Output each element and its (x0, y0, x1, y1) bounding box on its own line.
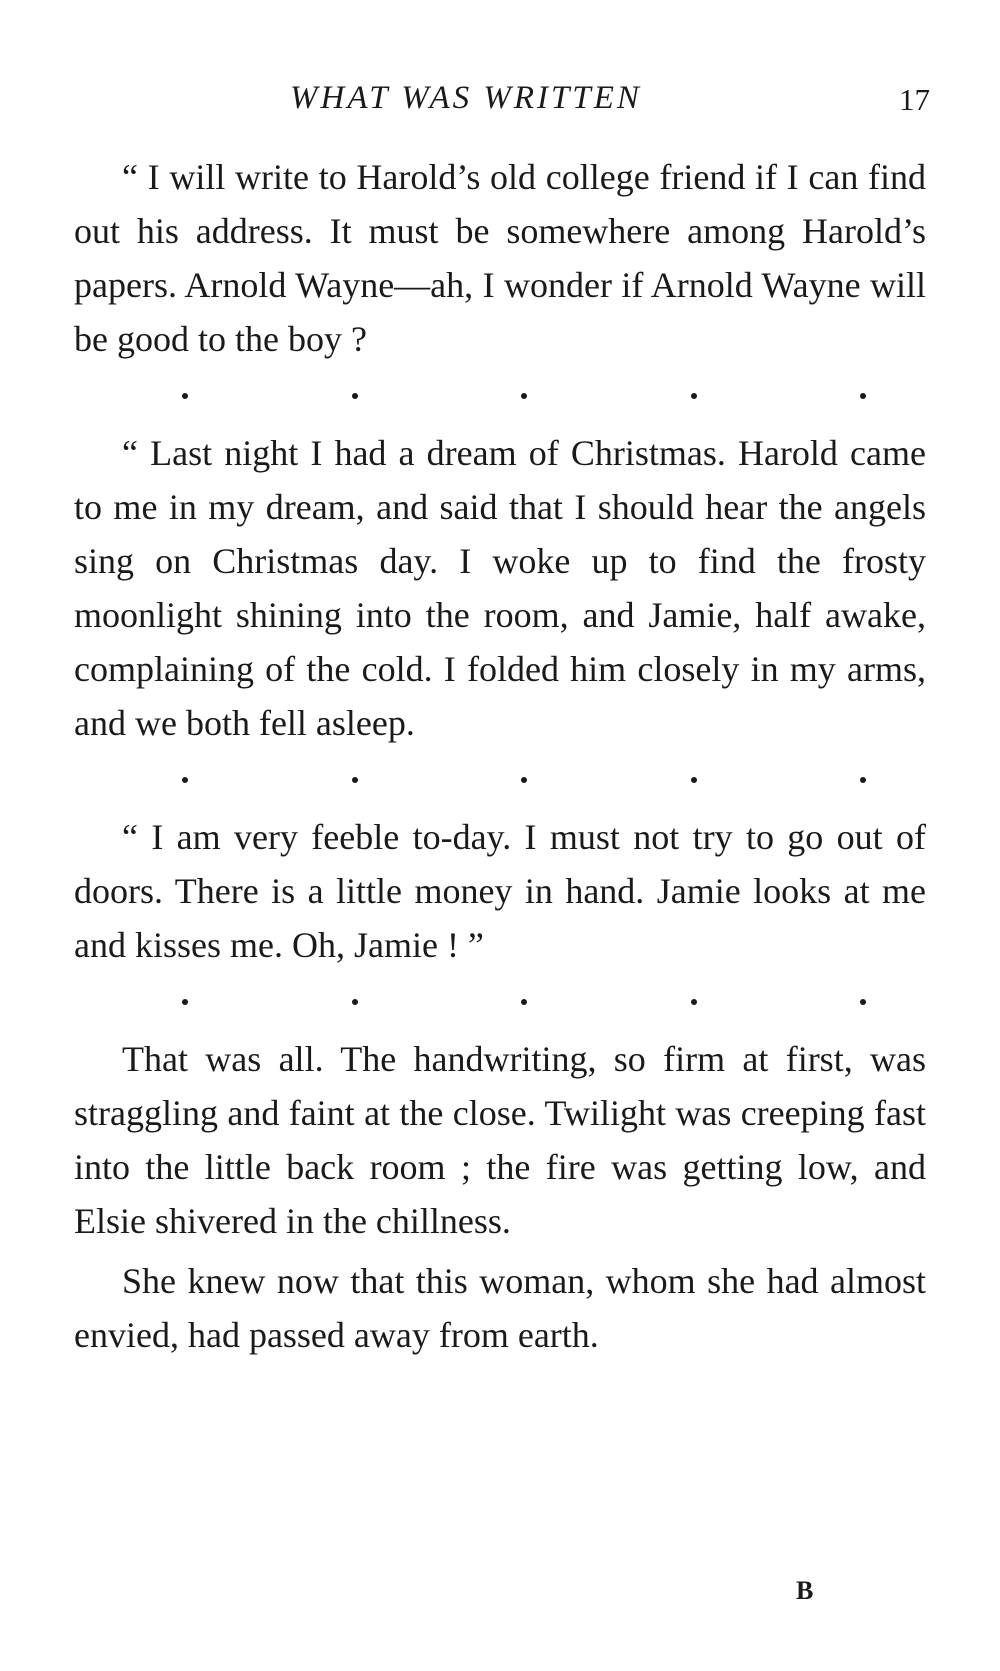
ellipsis-dot (182, 777, 188, 783)
page-number: 17 (899, 82, 930, 117)
ellipsis-dot (691, 393, 697, 399)
paragraph-letter-2: “ Last night I had a dream of Christmas. Harold came to me in my dream, and said that I should hear the angels sing on Christmas day. I woke up to find the frosty moonlight shining into the room, and Jamie, half awake, complaining of the cold. I folded him closely in my arms, and we both fell asleep. (74, 433, 926, 743)
section-break-dots (182, 366, 866, 426)
ellipsis-dot (182, 999, 188, 1005)
ellipsis-dot (521, 393, 527, 399)
body-text (74, 150, 926, 1362)
ellipsis-dot (521, 999, 527, 1005)
ellipsis-dot (352, 999, 358, 1005)
paragraph-narrative-1: That was all. The handwriting, so firm at first, was straggling and faint at the close. Twilight was creeping fast into the little back room ; the fire was getting low, and Elsie shivered in the chillness. (74, 1039, 926, 1241)
signature-mark: B (796, 1576, 814, 1605)
paragraph-letter-1: “ I will write to Harold’s old college friend if I can find out his address. It must be somewhere among Harold’s papers. Arnold Wayne—ah, I wonder if Arnold Wayne will be good to the boy ? (74, 157, 926, 359)
ellipsis-dot (182, 393, 188, 399)
ellipsis-dot (352, 393, 358, 399)
ellipsis-dot (352, 777, 358, 783)
paragraph-narrative-2: She knew now that this woman, whom she had almost envied, had passed away from earth. (74, 1261, 926, 1355)
ellipsis-dot (691, 777, 697, 783)
running-title: WHAT WAS WRITTEN (290, 80, 642, 116)
ellipsis-dot (521, 777, 527, 783)
paragraph-letter-3: “ I am very feeble to-day. I must not try to go out of doors. There is a little money in hand. Jamie looks at me and kisses me. Oh, Jamie ! ” (74, 817, 926, 965)
section-break-dots (182, 972, 866, 1032)
ellipsis-dot (860, 999, 866, 1005)
ellipsis-dot (860, 393, 866, 399)
section-break-dots (182, 750, 866, 810)
ellipsis-dot (860, 777, 866, 783)
running-head (0, 80, 1000, 130)
ellipsis-dot (691, 999, 697, 1005)
